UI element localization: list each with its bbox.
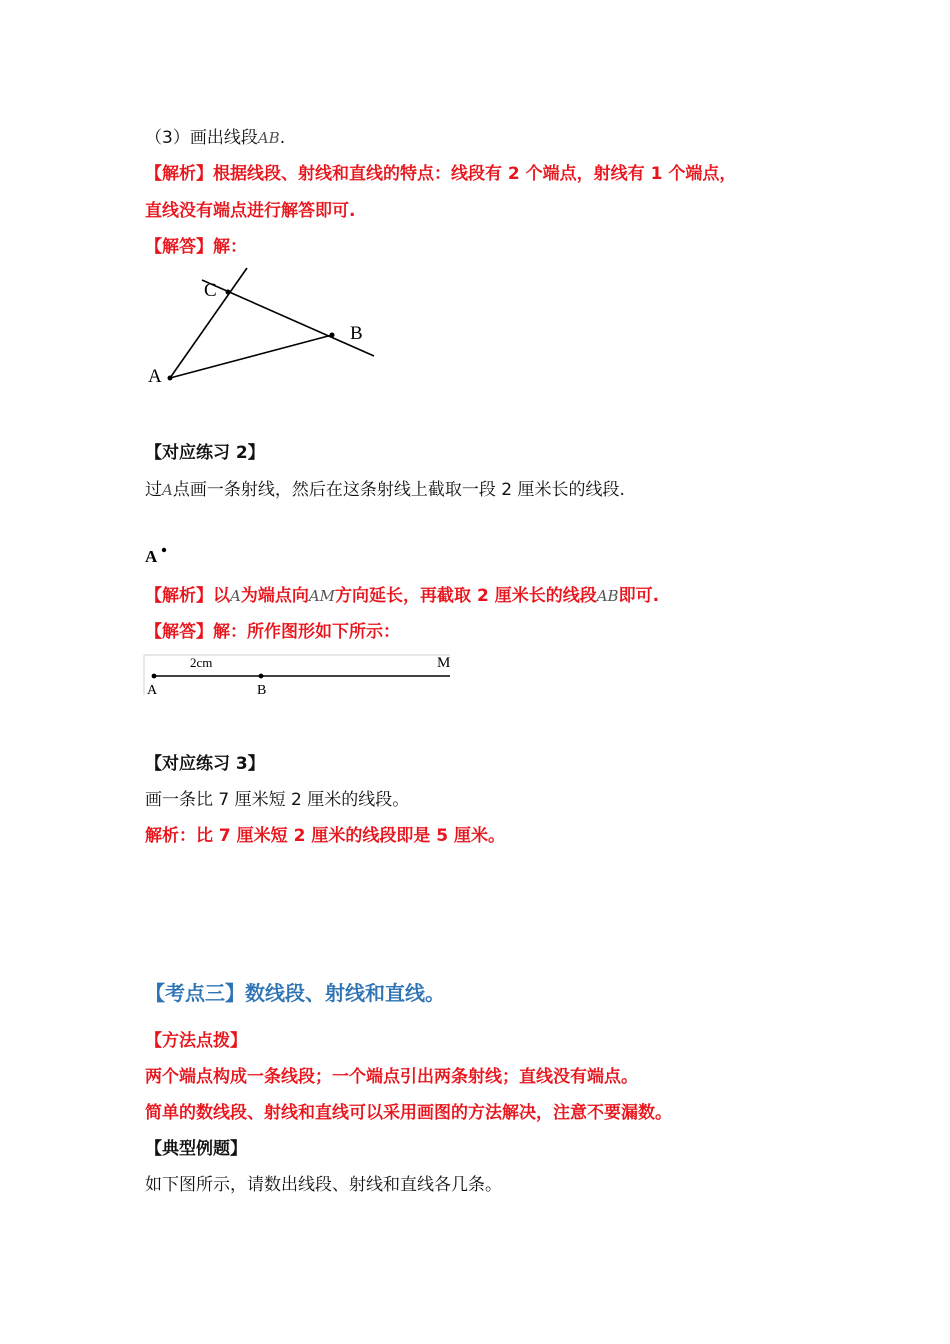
practice-2-question-text: 点画一条射线，然后在这条射线上截取一段 2 厘米长的线段. — [172, 480, 625, 500]
question-3-text: （3）画出线段 — [145, 128, 258, 148]
kaodian-3-heading: 【考点三】数线段、射线和直线。 — [145, 981, 445, 1005]
point-a-label: A — [145, 547, 158, 566]
var-a-2: A — [230, 587, 241, 605]
label-a: A — [148, 366, 162, 387]
point-a-2 — [152, 674, 157, 679]
var-ab-2: AB — [596, 587, 619, 605]
var-a: A — [162, 481, 173, 499]
method-title: 【方法点拨】 — [145, 1031, 247, 1051]
analysis-1-line-1: 【解析】根据线段、射线和直线的特点：线段有 2 个端点，射线有 1 个端点， — [145, 164, 737, 184]
answer-1-label: 【解答】解： — [145, 237, 247, 257]
analysis-2-part-1: 【解析】以 — [145, 586, 230, 606]
question-3 — [145, 126, 285, 150]
point-a-dot — [162, 548, 166, 552]
point-a-figure — [144, 542, 184, 568]
analysis-2 — [145, 584, 659, 608]
question-3-period: . — [279, 128, 286, 148]
example-question: 如下图所示，请数出线段、射线和直线各几条。 — [145, 1175, 502, 1195]
analysis-1-line-2: 直线没有端点进行解答即可. — [145, 201, 356, 221]
segment-ab — [170, 335, 332, 378]
analysis-2-part-2: 为端点向 — [240, 586, 309, 606]
method-line-1: 两个端点构成一条线段；一个端点引出两条射线；直线没有端点。 — [145, 1067, 638, 1087]
analysis-2-part-3: 方向延长，再截取 2 厘米长的线段 — [335, 586, 597, 606]
label-b-2: B — [257, 683, 267, 698]
practice-2-title: 【对应练习 2】 — [145, 443, 265, 463]
point-b-2 — [259, 674, 264, 679]
example-title: 【典型例题】 — [145, 1139, 247, 1159]
point-c — [226, 290, 231, 295]
label-m: M — [437, 655, 451, 671]
point-a — [168, 376, 173, 381]
practice-3-title: 【对应练习 3】 — [145, 754, 265, 774]
practice-3-analysis: 解析：比 7 厘米短 2 厘米的线段即是 5 厘米。 — [145, 826, 505, 846]
label-b: B — [350, 323, 363, 344]
point-b — [330, 333, 335, 338]
figure-2-diagram — [143, 651, 458, 699]
answer-2-label: 【解答】解：所作图形如下所示： — [145, 622, 400, 642]
label-a-2: A — [147, 683, 158, 698]
label-2cm: 2cm — [190, 655, 213, 670]
practice-2-question — [145, 478, 625, 502]
method-line-2: 简单的数线段、射线和直线可以采用画图的方法解决，注意不要漏数。 — [145, 1103, 672, 1123]
figure-1-diagram — [140, 265, 385, 395]
var-am: AM — [308, 587, 336, 605]
analysis-2-part-4: 即可. — [618, 586, 660, 606]
label-c: C — [204, 280, 217, 301]
practice-2-question-prefix: 过 — [145, 480, 162, 500]
var-ab: AB — [257, 129, 280, 147]
practice-3-question: 画一条比 7 厘米短 2 厘米的线段。 — [145, 790, 410, 810]
